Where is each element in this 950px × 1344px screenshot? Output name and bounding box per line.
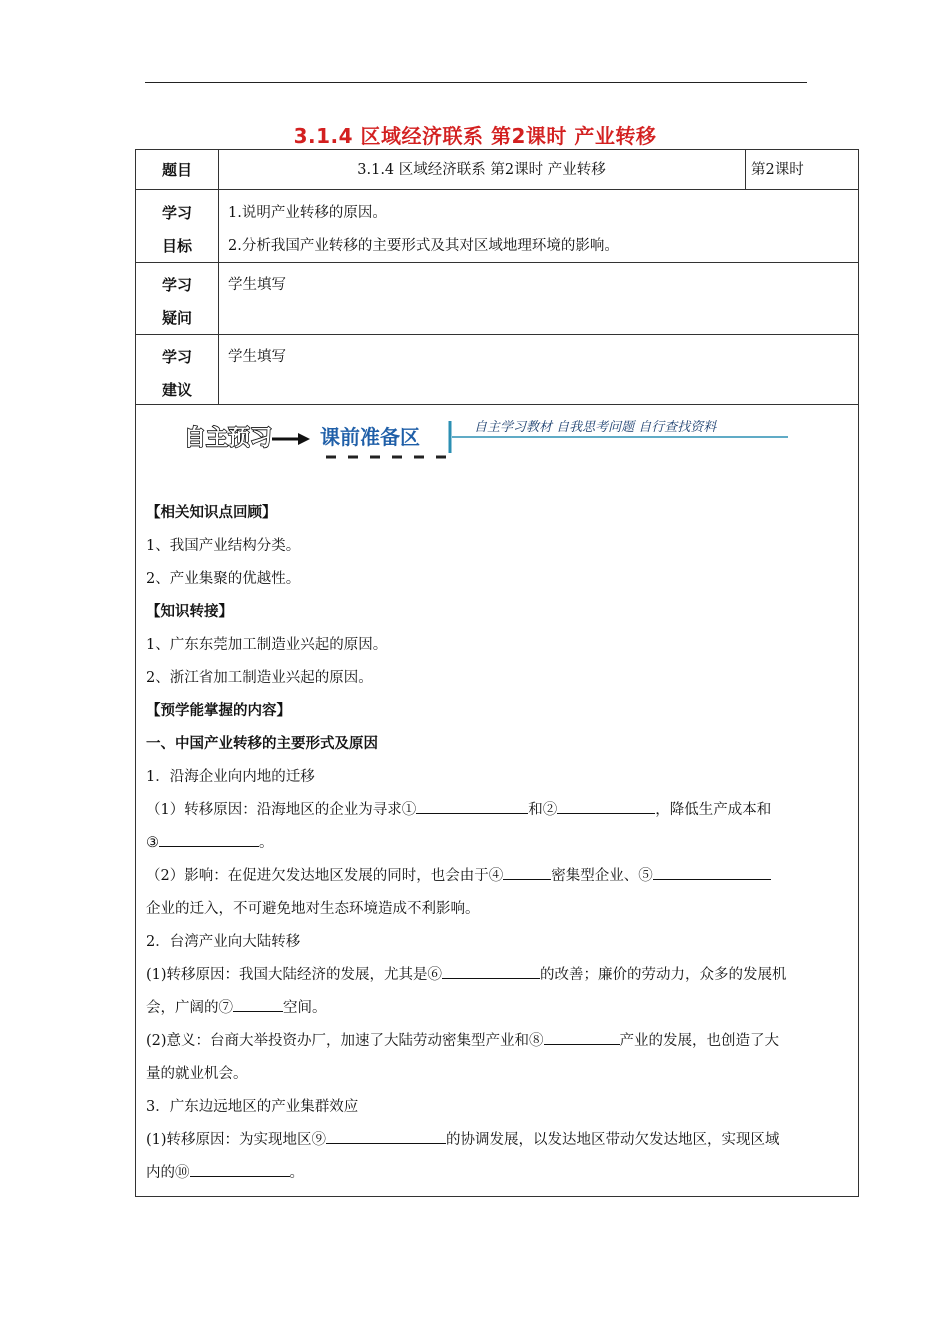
transfer-item: 2、浙江省加工制造业兴起的原因。 (146, 670, 373, 686)
blank-6[interactable] (442, 964, 540, 979)
blank-9[interactable] (326, 1129, 446, 1144)
period-value: 第2课时 (751, 162, 804, 178)
blank-8[interactable] (544, 1030, 620, 1045)
lesson-table (135, 149, 859, 1197)
arrow-icon (298, 433, 310, 445)
fill-line: (1)转移原因：我国大陆经济的发展，尤其是⑥ 的改善；廉价的劳动力，众多的发展机 (146, 959, 851, 992)
fill-line: 内的⑩ 。 (146, 1157, 851, 1190)
blank-2[interactable] (557, 799, 655, 814)
topic-label: 题目 (161, 161, 192, 179)
list-item: 3．广东边远地区的产业集群效应 (146, 1099, 359, 1115)
fill-line: (2)意义：台商大举投资办厂，加速了大陆劳动密集型产业和⑧ 产业的发展，也创造了大 (146, 1025, 851, 1058)
section-heading: 【预学能掌握的内容】 (146, 703, 291, 719)
blank-1[interactable] (416, 799, 528, 814)
fill-line: (1)转移原因：为实现地区⑨ 的协调发展，以发达地区带动欠发达地区，实现区域 (146, 1124, 851, 1157)
section-heading: 【知识转接】 (146, 604, 233, 620)
banner-middle-label: 课前准备区 (320, 425, 420, 449)
column-divider (218, 150, 219, 405)
blank-4[interactable] (503, 865, 551, 880)
suggest-label: 学习 建议 (161, 348, 192, 399)
fill-line: 会，广阔的⑦ 空间。 (146, 992, 851, 1025)
preview-content (146, 497, 851, 1190)
blank-3[interactable] (159, 832, 259, 847)
review-item: 2、产业集聚的优越性。 (146, 571, 301, 587)
fill-line: （1）转移原因：沿海地区的企业为寻求① 和② ，降低生产成本和 (146, 794, 851, 827)
blank-7[interactable] (233, 997, 283, 1012)
goals-label: 学习 目标 (161, 204, 192, 255)
list-item: 2．台湾产业向大陆转移 (146, 934, 301, 950)
content-area (136, 405, 858, 1196)
list-item: 1．沿海企业向内地的迁移 (146, 769, 315, 785)
questions-value: 学生填写 (228, 277, 286, 293)
column-divider-period (745, 150, 746, 190)
blank-5[interactable] (653, 865, 771, 880)
goal-item: 1.说明产业转移的原因。 (228, 205, 387, 221)
goals-list (228, 197, 619, 263)
text-line: 企业的迁入，不可避免地对生态环境造成不利影响。 (146, 901, 480, 917)
banner-left-label: 自主预习 (184, 426, 273, 451)
section-heading: 【相关知识点回顾】 (146, 505, 277, 521)
questions-label: 学习 疑问 (161, 276, 192, 327)
fill-line: ③ 。 (146, 827, 851, 860)
fill-line: （2）影响：在促进欠发达地区发展的同时，也会由于④ 密集型企业、⑤ (146, 860, 851, 893)
goal-item: 2.分析我国产业转移的主要形式及其对区域地理环境的影响。 (228, 238, 619, 254)
blank-10[interactable] (190, 1162, 290, 1177)
header-rule (145, 82, 807, 83)
subsection-heading: 一、中国产业转移的主要形式及原因 (146, 736, 378, 752)
topic-value: 3.1.4 区域经济联系 第2课时 产业转移 (357, 162, 606, 178)
suggest-value: 学生填写 (228, 349, 286, 365)
document-title: 3.1.4 区域经济联系 第2课时 产业转移 (293, 124, 657, 148)
banner-right-label: 自主学习教材 自我思考问题 自行查找资料 (474, 420, 717, 435)
transfer-item: 1、广东东莞加工制造业兴起的原因。 (146, 637, 388, 653)
preview-banner (176, 411, 796, 463)
review-item: 1、我国产业结构分类。 (146, 538, 301, 554)
text-line: 量的就业机会。 (146, 1066, 248, 1082)
